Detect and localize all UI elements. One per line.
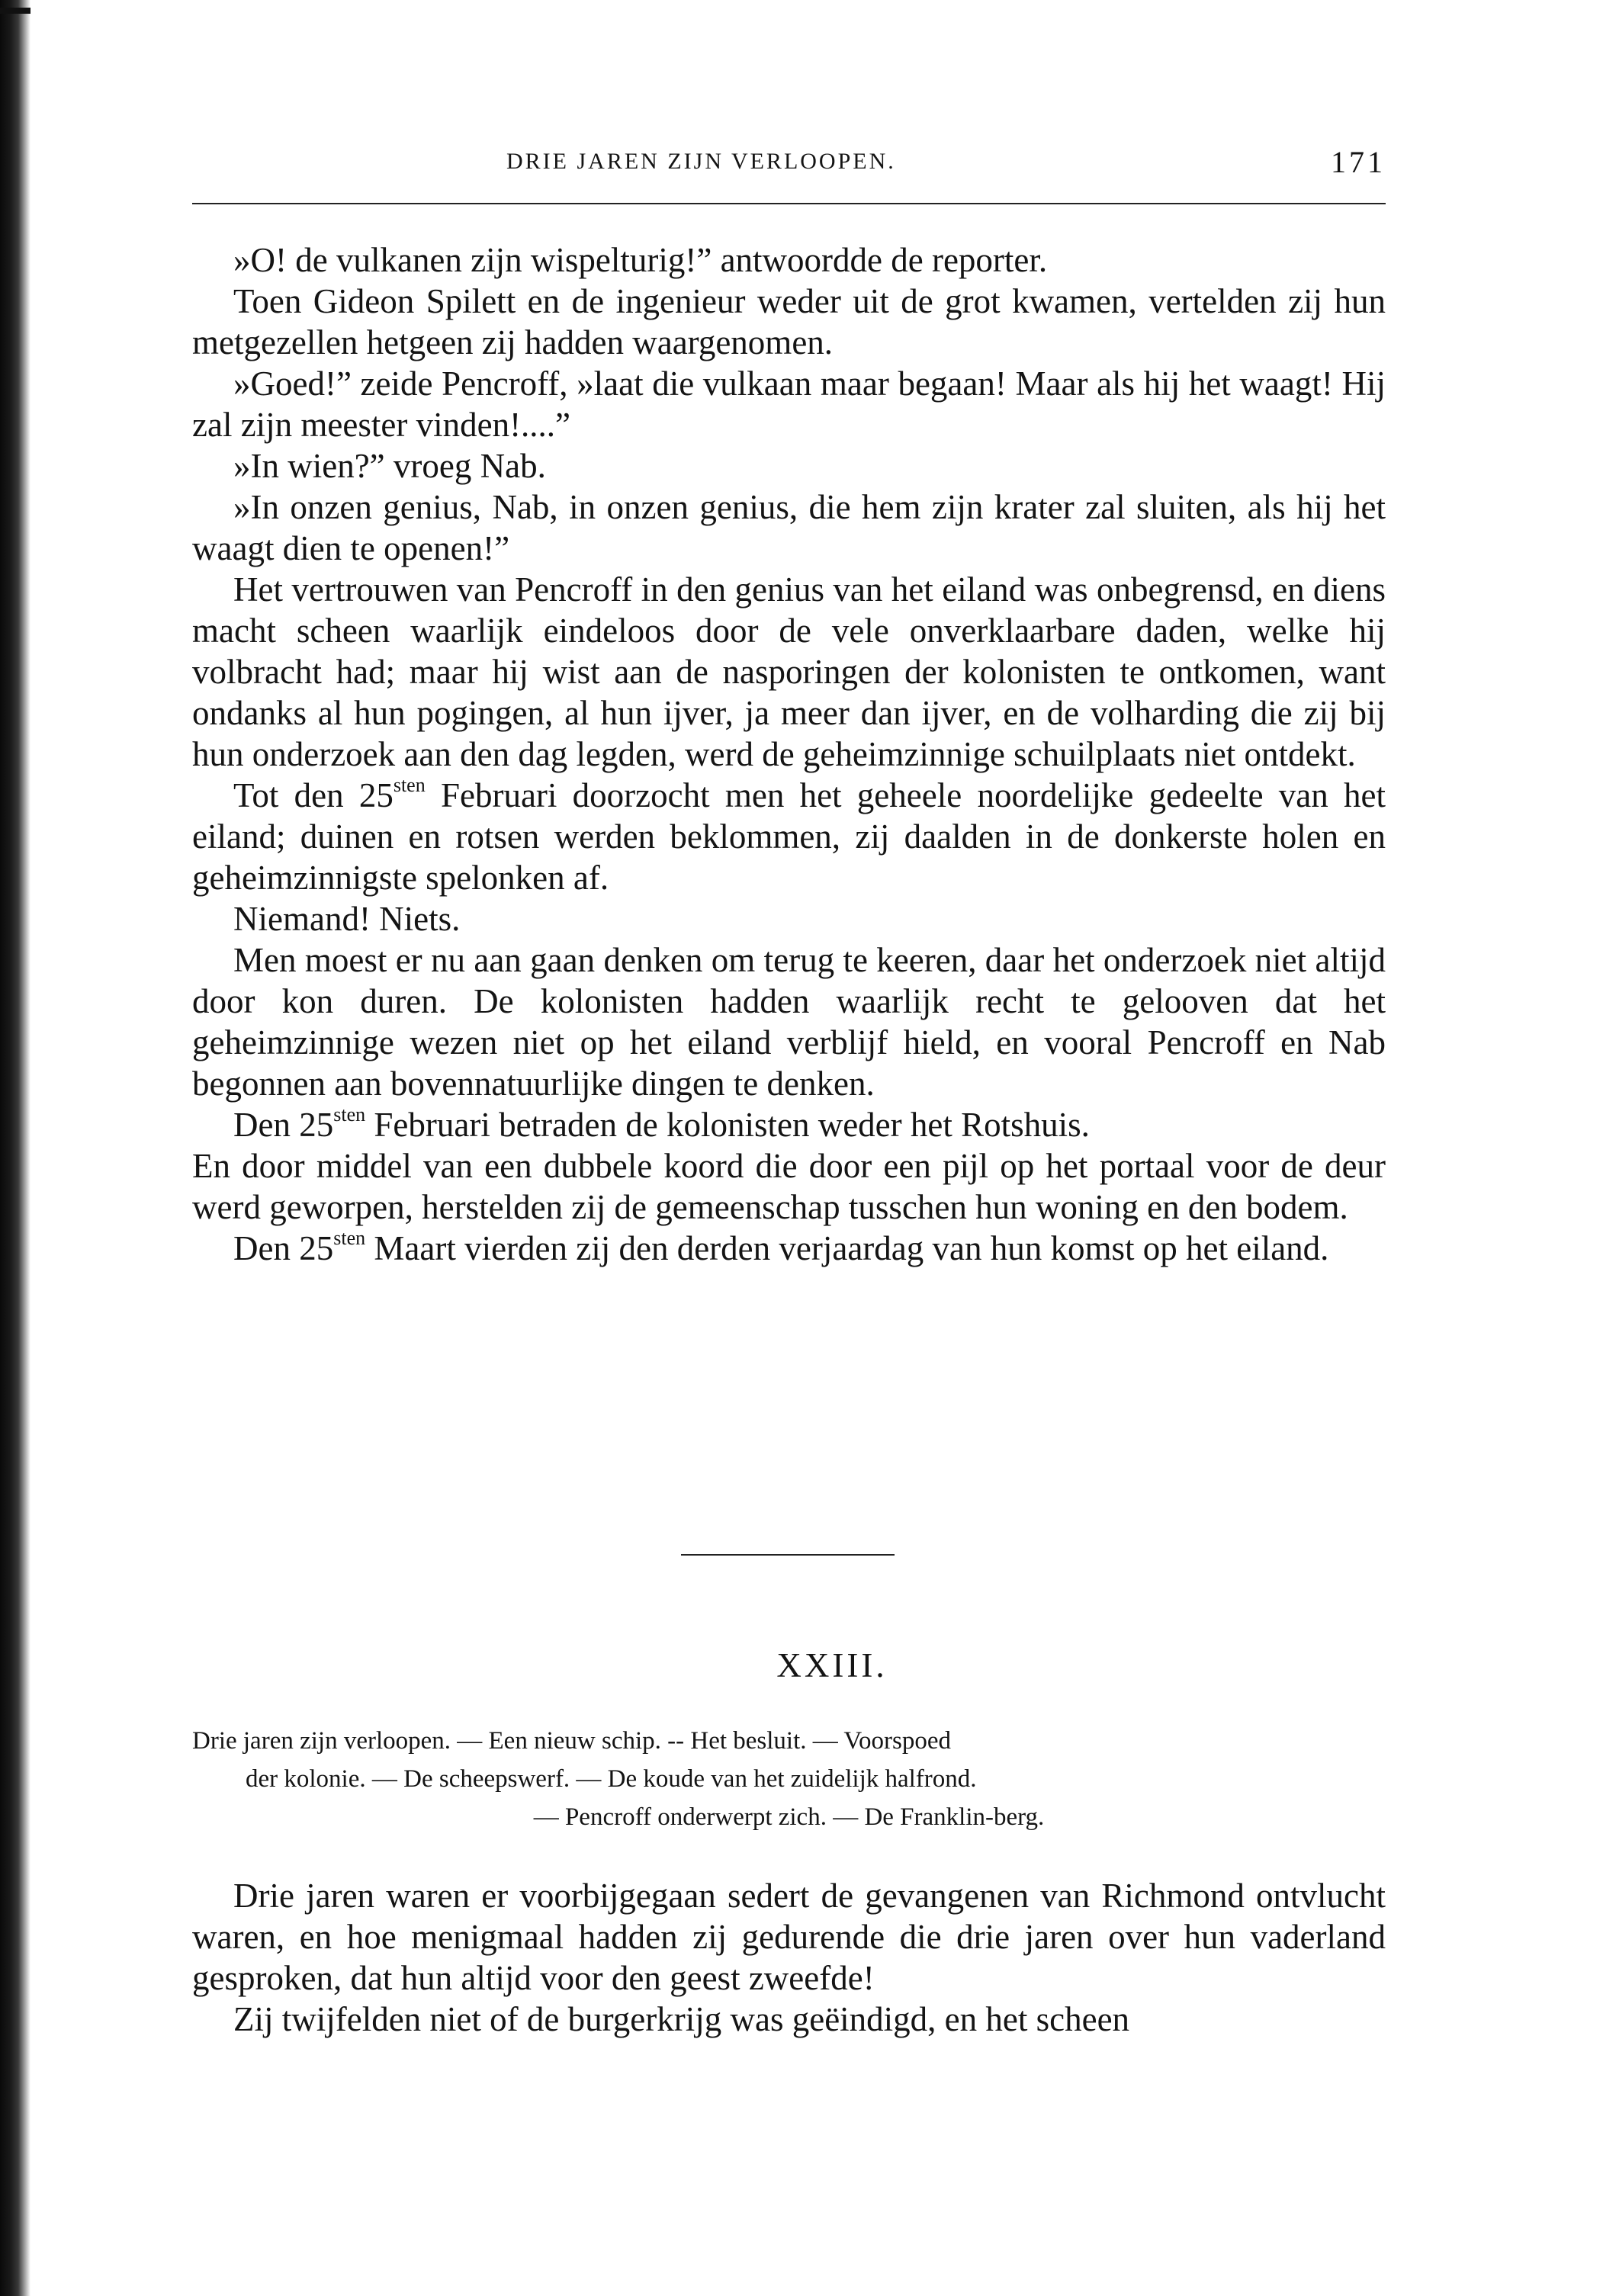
paragraph: Het vertrouwen van Pencroff in den genius van het eiland was onbegrensd, en diens macht scheen waarlijk eindeloos door de vele onverklaarbare daden, welke hij volbracht had; maar hij wist aan de nasporingen der kolonisten te ontkomen, want ondanks al hun pogingen, al hun ijver, ja meer dan ijver, en de volharding die zij bij hun onderzoek aan den dag legden, werd de geheimzinnige schuilplaats niet ontdekt. — [192, 570, 1386, 773]
main-text — [192, 239, 1386, 1269]
paragraph-text: Den 25 — [233, 1229, 334, 1267]
book-spine-cap — [0, 8, 31, 14]
paragraph — [192, 1104, 1386, 1145]
argument-line: der kolonie. — De scheepswerf. — De koude van het zuidelijk halfrond. — [246, 1765, 977, 1793]
paragraph — [192, 1228, 1386, 1269]
paragraph-text: Februari doorzocht men het geheele noordelijke gedeelte van het eiland; duinen en rotsen werden beklommen, zij daalden in de donkerste holen en geheimzinnigste spelonken af. — [192, 776, 1386, 897]
paragraph — [192, 775, 1386, 898]
chapter-text — [192, 1875, 1386, 2040]
paragraph: »O! de vulkanen zijn wispelturig!” antwoordde de reporter. — [233, 241, 1048, 279]
paragraph: Niemand! Niets. — [233, 900, 461, 938]
chapter-argument — [192, 1722, 1386, 1836]
paragraph-text: Tot den 25 — [233, 776, 394, 814]
superscript: sten — [393, 774, 426, 796]
page-number: 171 — [1331, 145, 1386, 179]
paragraph-text: Maart vierden zij den derden verjaardag van hun komst op het eiland. — [365, 1229, 1329, 1267]
section-divider — [681, 1554, 895, 1556]
paragraph: En door middel van een dubbele koord die door een pijl op het portaal voor de deur werd geworpen, herstelden zij de gemeenschap tusschen hun woning en den bodem. — [192, 1147, 1386, 1226]
running-head — [192, 145, 1386, 194]
paragraph-text: Den 25 — [233, 1106, 334, 1144]
superscript: sten — [333, 1227, 366, 1249]
paragraph: »In wien?” vroeg Nab. — [233, 447, 546, 485]
paragraph: Toen Gideon Spilett en de ingenieur weder uit de grot kwamen, vertelden zij hun metgezellen hetgeen zij hadden waargenomen. — [192, 282, 1386, 361]
paragraph-text: Februari betraden de kolonisten weder het Rotshuis. — [365, 1106, 1090, 1144]
argument-line: Drie jaren zijn verloopen. — Een nieuw schip. -- Het besluit. — Voorspoed — [192, 1727, 951, 1755]
running-head-title: DRIE JAREN ZIJN VERLOOPEN. — [506, 149, 896, 174]
chapter-title: XXIII. — [776, 1646, 888, 1684]
paragraph: »In onzen genius, Nab, in onzen genius, die hem zijn krater zal sluiten, als hij het waagt dien te openen!” — [192, 488, 1386, 567]
superscript: sten — [333, 1103, 366, 1126]
book-spine-shadow — [0, 0, 31, 2296]
paragraph: Men moest er nu aan gaan denken om terug te keeren, daar het onderzoek niet altijd door kon duren. De kolonisten hadden waarlijk recht te gelooven dat het geheimzinnige wezen niet op het eiland verblijf hield, en vooral Pencroff en Nab begonnen aan bovennatuurlijke dingen te denken. — [192, 941, 1386, 1103]
paragraph: Drie jaren waren er voorbijgegaan sedert de gevangenen van Richmond ontvlucht waren, en hoe menigmaal hadden zij gedurende die drie jaren over hun vaderland gesproken, dat hun altijd voor den geest zweefde! — [192, 1877, 1386, 1997]
paragraph: Zij twijfelden niet of de burgerkrijg was geëindigd, en het scheen — [233, 2000, 1130, 2038]
header-rule — [192, 203, 1386, 204]
argument-line: — Pencroff onderwerpt zich. — De Franklin-berg. — [533, 1803, 1045, 1831]
paragraph: »Goed!” zeide Pencroff, »laat die vulkaan maar begaan! Maar als hij het waagt! Hij zal zijn meester vinden!....” — [192, 364, 1386, 444]
